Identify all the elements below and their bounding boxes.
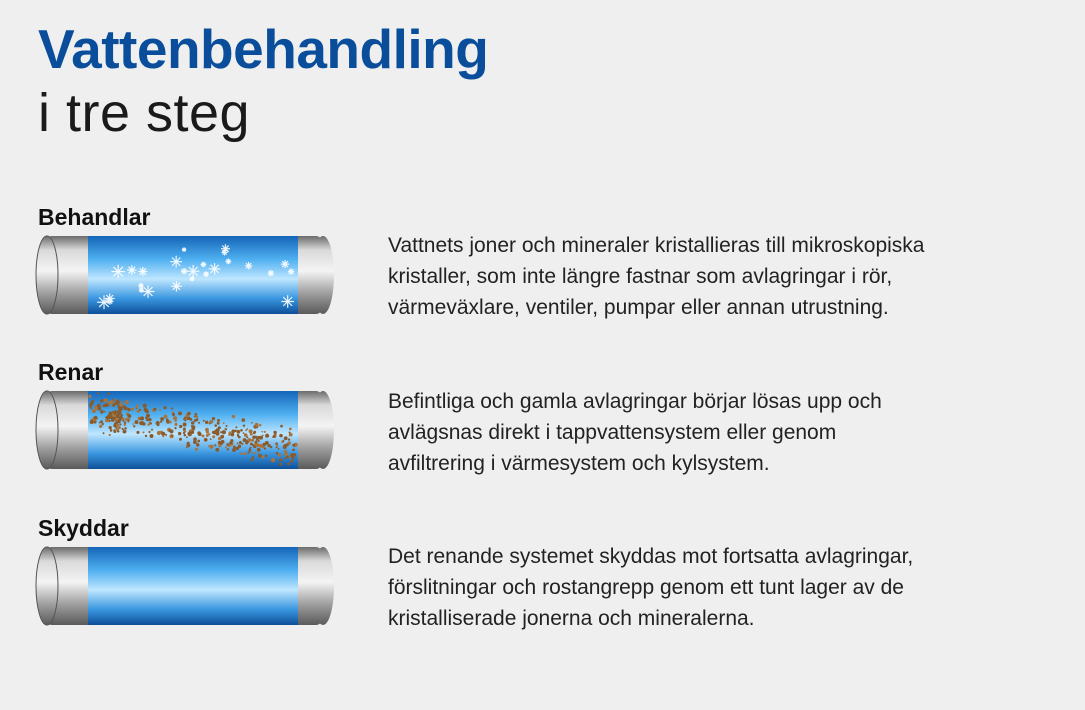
deposit-particle: [289, 434, 291, 436]
deposit-particle: [110, 429, 113, 432]
deposit-particle: [184, 434, 187, 437]
step-label-renar: Renar: [38, 359, 104, 385]
deposit-particle: [169, 421, 172, 424]
deposit-particle: [121, 414, 123, 416]
deposit-particle: [195, 418, 198, 421]
deposit-particle: [117, 430, 120, 433]
deposit-particle: [136, 431, 139, 434]
deposit-particle: [235, 426, 237, 428]
deposit-particle: [184, 417, 186, 419]
deposit-particle: [251, 439, 254, 442]
page-title: Vattenbehandling: [38, 18, 489, 80]
deposit-particle: [119, 411, 121, 413]
deposit-particle: [92, 409, 96, 413]
deposit-particle: [250, 443, 253, 446]
deposit-particle: [216, 428, 220, 432]
deposit-particle: [251, 422, 253, 424]
deposit-particle: [197, 440, 200, 443]
deposit-particle: [186, 443, 190, 447]
deposit-particle: [100, 410, 103, 413]
deposit-particle: [109, 420, 111, 422]
deposit-particle: [247, 451, 249, 453]
deposit-particle: [264, 447, 266, 449]
deposit-particle: [147, 423, 149, 425]
deposit-particle: [288, 441, 291, 444]
deposit-particle: [247, 438, 251, 442]
deposit-particle: [115, 410, 117, 412]
deposit-particle: [150, 422, 152, 424]
deposit-particle: [140, 416, 144, 420]
deposit-particle: [198, 422, 200, 424]
deposit-particle: [289, 456, 291, 458]
deposit-particle: [115, 426, 117, 428]
deposit-particle: [95, 417, 98, 420]
deposit-particle: [258, 449, 260, 451]
deposit-particle: [124, 430, 127, 433]
deposit-particle: [276, 452, 279, 455]
deposit-particle: [204, 438, 208, 442]
deposit-particle: [265, 434, 269, 438]
deposit-particle: [144, 408, 148, 412]
step-label-skyddar: Skyddar: [38, 515, 129, 541]
deposit-particle: [245, 430, 247, 432]
deposit-particle: [99, 425, 102, 428]
deposit-particle: [124, 424, 126, 426]
deposit-particle: [148, 418, 151, 421]
deposit-particle: [128, 418, 130, 420]
deposit-particle: [209, 445, 213, 449]
crystal-mark: [127, 265, 137, 275]
deposit-particle: [191, 421, 194, 424]
deposit-particle: [290, 460, 293, 463]
pipe-deposits-svg: [34, 389, 334, 471]
deposit-particle: [217, 419, 220, 422]
deposit-particle: [203, 420, 205, 422]
deposit-particle: [213, 432, 216, 435]
deposit-particle: [250, 433, 253, 436]
deposit-particle: [160, 421, 162, 423]
deposit-particle: [143, 404, 147, 408]
deposit-particle: [97, 404, 101, 408]
deposit-particle: [197, 431, 201, 435]
deposit-particle: [125, 400, 129, 404]
crystal-mark: [107, 298, 113, 304]
deposit-particle: [90, 420, 94, 424]
deposit-particle: [112, 404, 115, 407]
deposit-particle: [160, 417, 164, 421]
deposit-particle: [292, 444, 295, 447]
deposit-particle: [118, 426, 121, 429]
deposit-particle: [159, 409, 161, 411]
deposit-particle: [287, 462, 290, 465]
deposit-particle: [151, 428, 153, 430]
deposit-particle: [237, 434, 239, 436]
deposit-particle: [289, 432, 291, 434]
deposit-particle: [289, 428, 292, 431]
deposit-particle: [150, 434, 154, 438]
step-text-line: avfiltrering i värmesystem och kylsystem.: [388, 452, 770, 475]
deposit-particle: [195, 415, 198, 418]
deposit-particle: [221, 440, 225, 444]
deposit-particle: [262, 434, 264, 436]
step-text-line: avlägsnas direkt i tappvattensystem eller genom: [388, 421, 837, 444]
deposit-particle: [270, 446, 272, 448]
deposit-particle: [276, 446, 278, 448]
deposit-particle: [209, 422, 211, 424]
deposit-particle: [187, 433, 190, 436]
deposit-particle: [273, 431, 276, 434]
deposit-particle: [249, 448, 251, 450]
step-text-line: Det renande systemet skyddas mot fortsatta avlagringar,: [388, 545, 914, 568]
crystal-mark: [182, 247, 186, 251]
deposit-particle: [253, 452, 255, 454]
deposit-particle: [148, 431, 150, 433]
deposit-particle: [193, 428, 195, 430]
pipe-crystals-svg: [34, 234, 334, 316]
deposit-particle: [103, 432, 105, 434]
deposit-particle: [183, 418, 185, 420]
deposit-particle: [111, 418, 114, 421]
deposit-particle: [277, 445, 279, 447]
step-text-behandlar: [388, 230, 1068, 323]
deposit-particle: [229, 431, 232, 434]
deposit-particle: [231, 430, 235, 434]
deposit-particle: [257, 452, 259, 454]
step-text-skyddar: [388, 541, 1068, 634]
deposit-particle: [232, 448, 236, 452]
deposit-particle: [232, 415, 235, 418]
crystal-mark: [142, 285, 155, 298]
deposit-particle: [243, 438, 247, 442]
deposit-particle: [243, 424, 245, 426]
deposit-particle: [163, 432, 166, 435]
deposit-particle: [222, 430, 226, 434]
deposit-particle: [137, 410, 140, 413]
deposit-particle: [173, 416, 177, 420]
deposit-particle: [259, 424, 261, 426]
deposit-particle: [226, 425, 228, 427]
deposit-particle: [113, 430, 116, 433]
deposit-particle: [196, 443, 199, 446]
deposit-particle: [286, 456, 289, 459]
step-text-line: kristalliserade jonerna och mineralerna.: [388, 607, 755, 630]
deposit-particle: [194, 416, 196, 418]
deposit-particle: [174, 423, 177, 426]
page-subtitle: i tre steg: [38, 83, 251, 143]
deposit-particle: [88, 395, 91, 398]
deposit-particle: [258, 454, 262, 458]
step-text-renar: [388, 386, 1068, 479]
deposit-particle: [178, 411, 182, 415]
deposit-particle: [220, 435, 224, 439]
deposit-particle: [172, 413, 175, 416]
deposit-particle: [223, 422, 225, 424]
deposit-particle: [292, 448, 295, 451]
step-label-behandlar: Behandlar: [38, 204, 151, 230]
deposit-particle: [174, 427, 176, 429]
deposit-particle: [251, 452, 253, 454]
deposit-particle: [272, 436, 274, 438]
deposit-particle: [243, 432, 245, 434]
crystal-mark: [209, 263, 221, 275]
pipe-clean-svg: [34, 545, 334, 627]
deposit-particle: [195, 448, 198, 451]
deposit-particle: [241, 418, 245, 422]
deposit-particle: [124, 421, 127, 424]
deposit-particle: [104, 404, 108, 408]
deposit-particle: [122, 420, 124, 422]
deposit-particle: [236, 447, 240, 451]
deposit-particle: [105, 417, 107, 419]
deposit-particle: [255, 423, 259, 427]
deposit-particle: [190, 418, 193, 421]
deposit-particle: [127, 408, 130, 411]
deposit-particle: [183, 432, 185, 434]
deposit-particle: [279, 434, 283, 438]
deposit-particle: [205, 421, 208, 424]
deposit-particle: [271, 458, 275, 462]
step-text-line: förslitningar och rostangrepp genom ett tunt lager av de: [388, 576, 904, 599]
deposit-particle: [227, 448, 229, 450]
deposit-particle: [125, 418, 128, 421]
deposit-particle: [90, 402, 94, 406]
deposit-particle: [283, 445, 287, 449]
deposit-particle: [202, 434, 205, 437]
deposit-particle: [178, 432, 181, 435]
deposit-particle: [255, 441, 258, 444]
deposit-particle: [112, 399, 114, 401]
deposit-particle: [119, 423, 121, 425]
deposit-particle: [124, 406, 128, 410]
deposit-particle: [195, 413, 197, 415]
crystal-mark: [268, 270, 274, 276]
deposit-particle: [240, 452, 243, 455]
deposit-particle: [145, 435, 147, 437]
deposit-particle: [115, 418, 118, 421]
deposit-particle: [220, 431, 222, 433]
deposit-particle: [205, 428, 209, 432]
deposit-particle: [97, 392, 99, 394]
crystal-mark: [170, 256, 182, 268]
deposit-particle: [157, 431, 161, 435]
deposit-particle: [164, 415, 168, 419]
deposit-particle: [288, 438, 290, 440]
step-text-line: kristaller, som inte längre fastnar som avlagringar i rör,: [388, 265, 893, 288]
deposit-particle: [171, 407, 173, 409]
deposit-particle: [183, 423, 187, 427]
deposit-particle: [280, 425, 283, 428]
deposit-particle: [142, 431, 144, 433]
deposit-particle: [215, 448, 219, 452]
deposit-particle: [127, 414, 130, 417]
deposit-particle: [246, 436, 248, 438]
deposit-particle: [264, 431, 266, 433]
deposit-particle: [100, 399, 103, 402]
deposit-particle: [179, 425, 182, 428]
deposit-particle: [293, 457, 295, 459]
deposit-particle: [156, 421, 160, 425]
deposit-particle: [279, 463, 282, 466]
deposit-particle: [246, 428, 248, 430]
pipe-deposits-icon: [34, 389, 334, 471]
deposit-particle: [124, 427, 127, 430]
deposit-particle: [132, 423, 134, 425]
deposit-particle: [136, 406, 139, 409]
deposit-particle: [140, 421, 144, 425]
deposit-particle: [241, 443, 243, 445]
deposit-particle: [230, 439, 233, 442]
deposit-particle: [94, 421, 97, 424]
deposit-particle: [191, 431, 194, 434]
deposit-particle: [212, 417, 215, 420]
deposit-particle: [179, 438, 182, 441]
deposit-particle: [131, 408, 134, 411]
deposit-particle: [208, 433, 210, 435]
deposit-particle: [210, 438, 212, 440]
deposit-particle: [107, 392, 110, 395]
deposit-particle: [249, 429, 253, 433]
deposit-particle: [293, 453, 297, 457]
deposit-particle: [265, 454, 268, 457]
deposit-particle: [252, 456, 254, 458]
deposit-particle: [284, 436, 288, 440]
deposit-particle: [145, 417, 147, 419]
deposit-particle: [284, 457, 286, 459]
deposit-particle: [261, 456, 264, 459]
deposit-particle: [107, 405, 109, 407]
deposit-particle: [253, 431, 256, 434]
step-text-line: Vattnets joner och mineraler kristallieras till mikroskopiska: [388, 234, 925, 257]
deposit-particle: [218, 441, 221, 444]
deposit-particle: [226, 443, 229, 446]
deposit-particle: [244, 452, 247, 455]
deposit-particle: [121, 401, 123, 403]
deposit-particle: [265, 441, 269, 445]
deposit-particle: [214, 424, 217, 427]
deposit-particle: [183, 428, 186, 431]
deposit-particle: [217, 422, 220, 425]
deposit-particle: [214, 444, 216, 446]
deposit-particle: [279, 458, 283, 462]
deposit-particle: [171, 435, 173, 437]
deposit-particle: [233, 446, 236, 449]
deposit-particle: [104, 398, 108, 402]
deposit-particle: [164, 406, 167, 409]
deposit-particle: [186, 436, 188, 438]
step-text-line: värmeväxlare, ventiler, pumpar eller annan utrustning.: [388, 296, 889, 319]
deposit-particle: [162, 435, 164, 437]
deposit-particle: [119, 403, 123, 407]
deposit-particle: [212, 435, 215, 438]
step-text-line: Befintliga och gamla avlagringar börjar lösas upp och: [388, 390, 882, 413]
deposit-particle: [100, 420, 103, 423]
deposit-particle: [238, 436, 241, 439]
deposit-particle: [188, 442, 190, 444]
deposit-particle: [252, 435, 255, 438]
deposit-particle: [104, 411, 106, 413]
deposit-particle: [257, 436, 260, 439]
deposit-particle: [225, 428, 227, 430]
deposit-particle: [251, 458, 254, 461]
deposit-particle: [109, 426, 112, 429]
pipe-clean-icon: [34, 545, 334, 627]
deposit-particle: [283, 440, 285, 442]
deposit-particle: [113, 411, 117, 415]
deposit-particle: [263, 444, 265, 446]
deposit-particle: [259, 444, 263, 448]
deposit-particle: [109, 434, 111, 436]
deposit-particle: [278, 448, 280, 450]
deposit-particle: [240, 429, 243, 432]
deposit-particle: [261, 431, 263, 433]
pipe-crystals-icon: [34, 234, 334, 316]
deposit-particle: [187, 412, 191, 416]
deposit-particle: [170, 429, 174, 433]
deposit-particle: [110, 400, 114, 404]
deposit-particle: [135, 420, 139, 424]
deposit-particle: [153, 408, 156, 411]
deposit-particle: [133, 425, 135, 427]
deposit-particle: [237, 430, 241, 434]
deposit-particle: [102, 423, 104, 425]
deposit-particle: [237, 442, 239, 444]
deposit-particle: [225, 446, 227, 448]
deposit-particle: [165, 434, 167, 436]
deposit-particle: [122, 428, 124, 430]
deposit-particle: [116, 400, 120, 404]
